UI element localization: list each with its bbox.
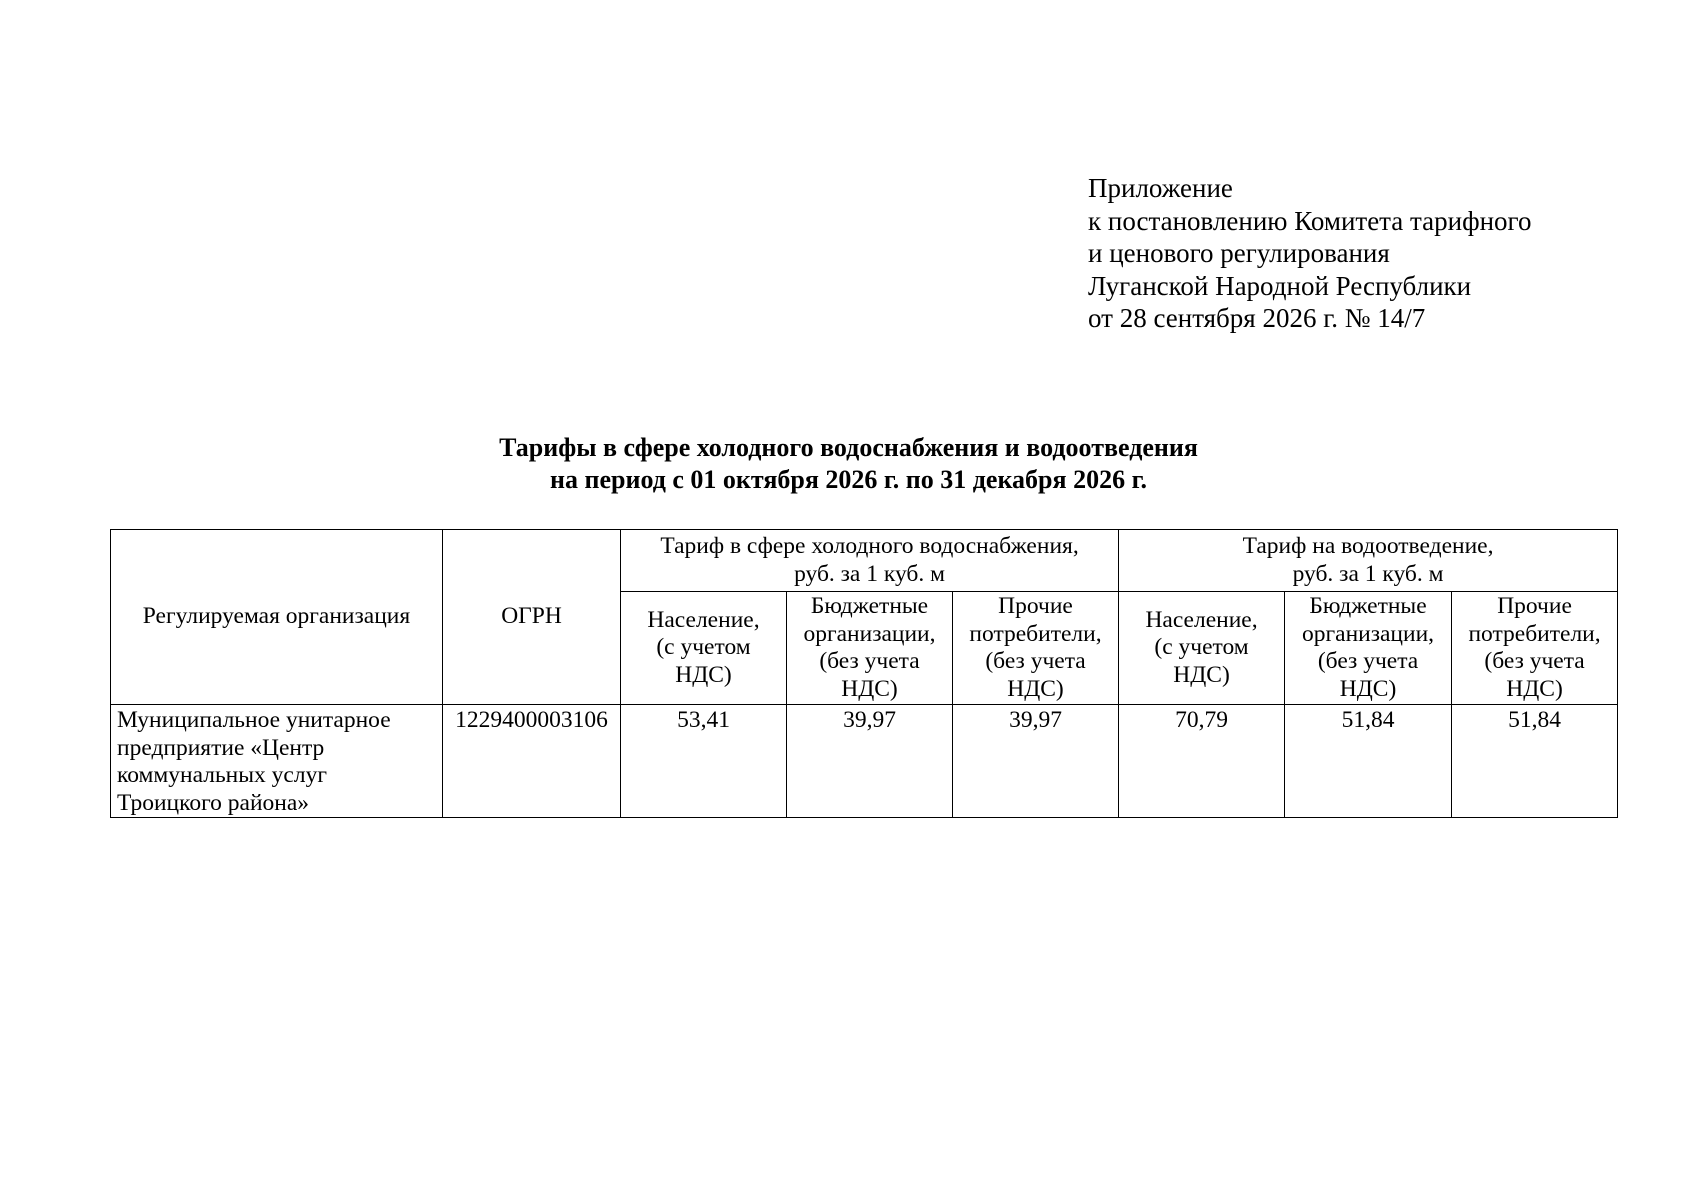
subheader-text: (без учета xyxy=(1317,648,1419,674)
subheader-text: Прочие xyxy=(998,593,1073,619)
cell-organization xyxy=(111,705,443,818)
subheader-text: Прочие xyxy=(1497,593,1572,619)
subheader-text: (с учетом xyxy=(656,634,751,661)
subheader-text: потребители, xyxy=(969,620,1102,647)
table-row xyxy=(111,705,1618,818)
subheader-text: НДС) xyxy=(1339,675,1397,702)
table-header-row xyxy=(111,530,1618,592)
cell-ogrn: 1229400003106 xyxy=(443,705,621,818)
title-line-2: на период с 01 октября 2026 г. по 31 декабря 2026 г. xyxy=(550,465,1147,494)
header-organization: Регулируемая организация xyxy=(111,530,443,705)
header-water-population xyxy=(621,592,787,705)
subheader-text: (без учета xyxy=(985,648,1086,674)
water-group-line-2: руб. за 1 куб. м xyxy=(794,560,945,587)
appendix-label: Приложение xyxy=(1088,173,1233,203)
organization-name-line: Муниципальное унитарное xyxy=(117,707,391,733)
cell-sewer-population: 70,79 xyxy=(1119,705,1285,818)
header-sewer-population xyxy=(1119,592,1285,705)
title-line-1: Тарифы в сфере холодного водоснабжения и водоотведения xyxy=(499,433,1198,462)
document-title xyxy=(0,432,1697,496)
cell-sewer-budget: 51,84 xyxy=(1285,705,1452,818)
appendix-block xyxy=(1088,172,1531,335)
cell-sewer-other: 51,84 xyxy=(1452,705,1618,818)
subheader-text: организации, xyxy=(1302,620,1435,647)
cell-water-budget: 39,97 xyxy=(787,705,953,818)
subheader-text: потребители, xyxy=(1468,620,1601,647)
cell-water-population: 53,41 xyxy=(621,705,787,818)
organization-name-line: предприятие «Центр xyxy=(117,734,325,761)
subheader-text: (без учета xyxy=(819,648,920,674)
subheader-text: (с учетом xyxy=(1154,634,1249,661)
header-water-budget xyxy=(787,592,953,705)
subheader-text: НДС) xyxy=(841,675,898,702)
header-water-other xyxy=(953,592,1119,705)
subheader-text: Население, xyxy=(1145,606,1258,633)
sewer-group-line-2: руб. за 1 куб. м xyxy=(1292,560,1444,587)
organization-name-line: Троицкого района» xyxy=(117,789,310,816)
subheader-text: Бюджетные xyxy=(1309,593,1427,619)
header-sewer-budget xyxy=(1285,592,1452,705)
subheader-text: НДС) xyxy=(1007,675,1064,702)
subheader-text: НДС) xyxy=(675,661,732,688)
sewer-group-line-1: Тариф на водоотведение, xyxy=(1242,533,1494,559)
header-sewer-other xyxy=(1452,592,1618,705)
water-group-line-1: Тариф в сфере холодного водоснабжения, xyxy=(660,533,1079,559)
subheader-text: НДС) xyxy=(1506,675,1563,702)
tariffs-table xyxy=(110,529,1618,818)
header-water-supply-group xyxy=(621,530,1119,592)
appendix-reference-line: и ценового регулирования xyxy=(1088,238,1390,268)
cell-water-other: 39,97 xyxy=(953,705,1119,818)
organization-name-line: коммунальных услуг xyxy=(117,762,327,788)
subheader-text: Бюджетные xyxy=(810,593,929,619)
appendix-reference-line: к постановлению Комитета тарифного xyxy=(1088,205,1532,236)
subheader-text: (без учета xyxy=(1484,648,1585,674)
appendix-date-number: от 28 сентября 2026 г. № 14/7 xyxy=(1088,303,1426,333)
subheader-text: Население, xyxy=(647,606,760,633)
subheader-text: НДС) xyxy=(1173,661,1230,688)
header-sewerage-group xyxy=(1119,530,1618,592)
appendix-reference-line: Луганской Народной Республики xyxy=(1088,270,1472,301)
header-ogrn: ОГРН xyxy=(443,530,621,705)
subheader-text: организации, xyxy=(803,620,936,647)
